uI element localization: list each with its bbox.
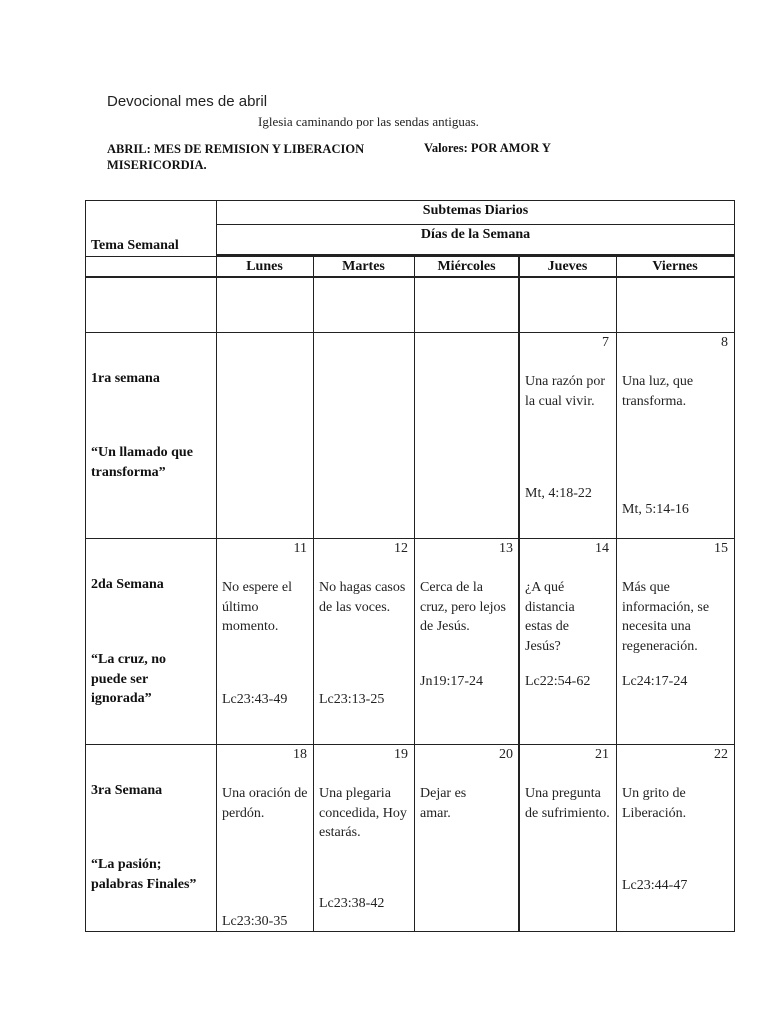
scripture-reference: Lc22:54-62 (525, 674, 591, 689)
week-1-label: 1ra semana (91, 371, 160, 386)
day-header-lunes: Lunes (246, 259, 283, 274)
devotional-subtheme: Una luz, que transforma. (622, 374, 694, 409)
devotional-subtheme: No hagas casos de las voces. (319, 580, 406, 615)
scripture-reference: Jn19:17-24 (420, 674, 483, 689)
day-number: 12 (394, 541, 408, 556)
day-number: 14 (595, 541, 609, 556)
scripture-reference: Lc23:30-35 (222, 914, 288, 929)
week-3-theme: “La pasión; palabras Finales” (91, 857, 197, 892)
day-header-jueves: Jueves (547, 259, 588, 274)
day-header-viernes: Viernes (652, 259, 698, 274)
day-number: 21 (595, 747, 609, 762)
week-2-label: 2da Semana (91, 577, 164, 592)
scripture-reference: Lc23:44-47 (622, 878, 688, 893)
devotional-subtheme: Más que información, se necesita una regeneración. (622, 580, 710, 654)
day-header-miercoles: Miércoles (437, 259, 496, 274)
week-3-label: 3ra Semana (91, 783, 163, 798)
devotional-subtheme: Dejar es amar. (420, 786, 467, 821)
scripture-reference: Lc23:13-25 (319, 692, 385, 707)
week-2-theme: “La cruz, no puede ser ignorada” (91, 652, 167, 706)
devotional-subtheme: Una oración de perdón. (222, 786, 308, 821)
day-number: 20 (499, 747, 513, 762)
day-number: 22 (714, 747, 728, 762)
devotional-subtheme: Una pregunta de sufrimiento. (525, 786, 610, 821)
month-line: ABRIL: MES DE REMISION Y LIBERACION (107, 142, 365, 156)
devotional-subtheme: No espere el último momento. (222, 580, 292, 634)
header-tema-semanal: Tema Semanal (91, 238, 179, 253)
devotional-subtheme: Un grito de Liberación. (622, 786, 687, 821)
day-number: 15 (714, 541, 728, 556)
devotional-subtheme: Cerca de la cruz, pero lejos de Jesús. (420, 580, 506, 634)
document-subtitle: Iglesia caminando por las sendas antiguas. (258, 114, 479, 129)
scripture-reference: Lc23:38-42 (319, 896, 385, 911)
week-1-theme: “Un llamado que transforma” (91, 445, 193, 480)
devotional-subtheme: Una plegaria concedida, Hoy estarás. (319, 786, 407, 840)
document-title: Devocional mes de abril (107, 93, 268, 110)
values-line: Valores: POR AMOR Y (424, 141, 551, 155)
header-dias-semana: Días de la Semana (420, 227, 531, 242)
day-number: 18 (293, 747, 307, 762)
scripture-reference: Mt, 4:18-22 (525, 486, 592, 501)
scripture-reference: Lc24:17-24 (622, 674, 688, 689)
day-number: 8 (721, 335, 728, 350)
day-number: 19 (394, 747, 408, 762)
devotional-subtheme: Una razón por la cual vivir. (525, 374, 606, 409)
day-number: 13 (499, 541, 513, 556)
day-number: 11 (293, 541, 307, 556)
devotional-subtheme: ¿A qué distancia estas de Jesús? (525, 580, 575, 654)
month-line-continuation: MISERICORDIA. (107, 158, 207, 172)
header-subtemas-diarios: Subtemas Diarios (422, 203, 529, 218)
scripture-reference: Mt, 5:14-16 (622, 502, 689, 517)
day-header-martes: Martes (342, 259, 385, 274)
scripture-reference: Lc23:43-49 (222, 692, 288, 707)
day-number: 7 (602, 335, 609, 350)
